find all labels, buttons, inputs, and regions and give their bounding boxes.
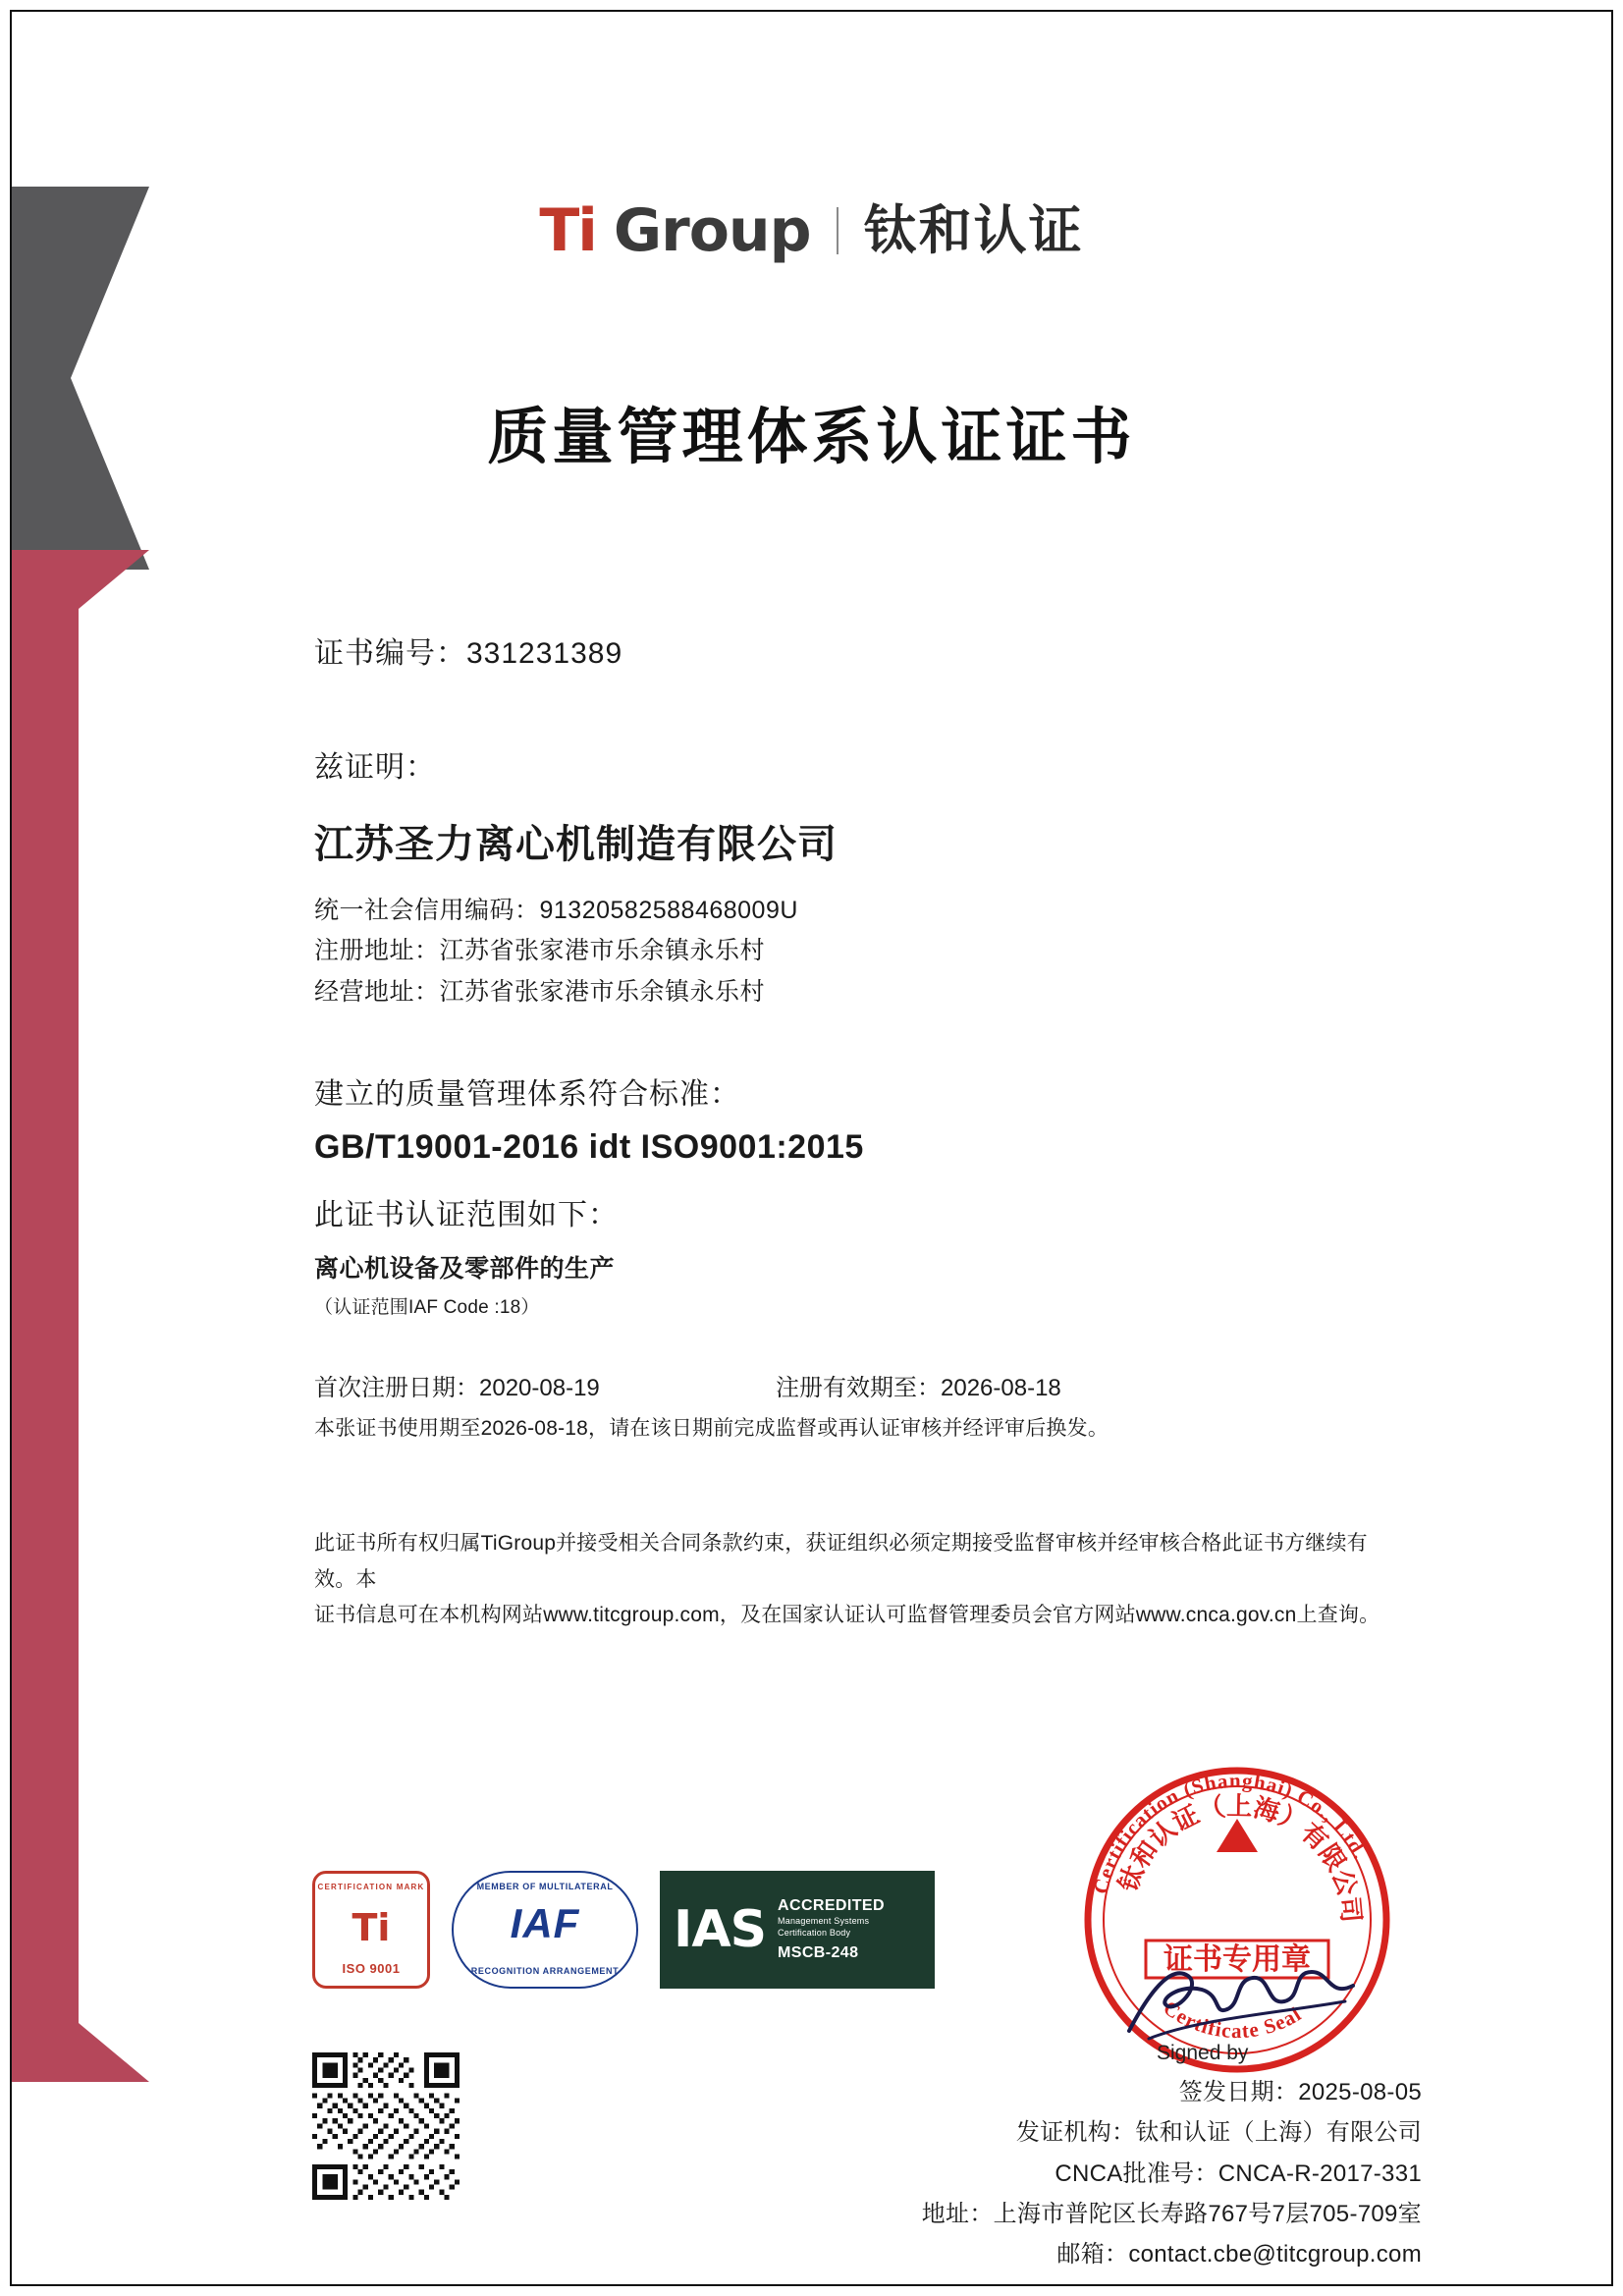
ti-mark-symbol: Ti [352, 1906, 391, 1949]
credit-code: 统一社会信用编码：91320582588468009U [314, 897, 798, 924]
legal-notice [314, 1526, 1409, 1634]
legal-line-2: 证书信息可在本机构网站www.titcgroup.com，及在国家认证认可监督管理委员会官方网站www.cnca.gov.cn上查询。 [314, 1604, 1380, 1627]
certificate-body [314, 629, 1424, 1634]
scope-iaf-note: （认证范围IAF Code :18） [314, 1296, 540, 1318]
issuer-details [538, 2072, 1422, 2274]
first-registration-date: 首次注册日期：2020-08-19 [314, 1374, 600, 1401]
cnca-approval-number: CNCA批准号：CNCA-R-2017-331 [1055, 2159, 1422, 2187]
iaf-mark-bottom-text: RECOGNITION ARRANGEMENT [470, 1966, 620, 1976]
ias-mark-symbol: IAS [674, 1900, 767, 1959]
ias-mark-line1: Management Systems [778, 1916, 870, 1927]
valid-until-date: 注册有效期至：2026-08-18 [776, 1374, 1061, 1401]
registered-address: 注册地址：江苏省张家港市乐余镇永乐村 [314, 937, 766, 965]
decorative-chevron-red [12, 550, 149, 2082]
iaf-mark-icon [452, 1871, 638, 1989]
brand-logo [0, 196, 1623, 265]
ias-mark-icon [660, 1871, 935, 1989]
issuer-email: 邮箱：contact.cbe@titcgroup.com [1056, 2241, 1422, 2269]
company-name: 江苏圣力离心机制造有限公司 [314, 823, 838, 866]
ti-mark-iso-text: ISO 9001 [342, 1961, 401, 1976]
seal-inner-chinese: 钛和认证（上海）有限公司 [1113, 1791, 1366, 1924]
ias-mark-accredited: ACCREDITED [778, 1897, 885, 1915]
standard-value: GB/T19001-2016 idt ISO9001:2015 [314, 1127, 864, 1166]
issue-date: 签发日期：2025-08-05 [1178, 2079, 1422, 2105]
logo-chinese-text: 钛和认证 [863, 201, 1084, 260]
qr-code [312, 2052, 460, 2200]
seal-banner-text: 证书专用章 [1163, 1942, 1311, 1977]
signed-by-label: Signed by [1157, 2042, 1249, 2064]
iaf-mark-symbol: IAF [510, 1900, 580, 1946]
issuing-body: 发证机构：钛和认证（上海）有限公司 [1015, 2119, 1422, 2147]
ti-mark-ring-text: CERTIFICATION MARK [317, 1883, 425, 1891]
seal-outer-english-top: Certification (Shanghai) Co., Ltd. [1088, 1768, 1373, 1896]
legal-line-1: 此证书所有权归属TiGroup并接受相关合同条款约束，获证组织必须定期接受监督审核并经审核合格此证书方继续有效。本 [314, 1531, 1368, 1591]
logo-group-text: Group [613, 196, 811, 265]
business-address: 经营地址：江苏省张家港市乐余镇永乐村 [314, 977, 766, 1006]
signature-mark [1119, 1944, 1375, 2052]
dates-row [314, 1368, 1424, 1402]
certificate-number: 证书编号：331231389 [314, 637, 623, 670]
usage-note: 本张证书使用期至2026-08-18，请在该日期前完成监督或再认证审核并经评审后换发。 [314, 1416, 1109, 1440]
standard-label: 建立的质量管理体系符合标准： [314, 1077, 740, 1111]
ias-mark-details [778, 1896, 885, 1963]
issuer-address: 地址：上海市普陀区长寿路767号7层705-709室 [921, 2200, 1422, 2227]
hereby-label: 兹证明： [314, 751, 436, 784]
page-title: 质量管理体系认证证书 [487, 404, 1136, 471]
ias-mark-mscb: MSCB-248 [778, 1943, 859, 1961]
accreditation-marks [312, 1871, 935, 1989]
scope-value: 离心机设备及零部件的生产 [314, 1254, 616, 1283]
seal-outer-english-bottom: Certificate Seal [1159, 1995, 1306, 2044]
ias-mark-line2: Certification Body [778, 1927, 851, 1938]
logo-ti-text: Ti [539, 196, 596, 265]
ti-certification-mark-icon [312, 1871, 430, 1989]
logo-divider [837, 207, 839, 254]
iaf-mark-top-text: MEMBER OF MULTILATERAL [476, 1882, 614, 1891]
scope-label: 此证书认证范围如下： [314, 1198, 619, 1231]
